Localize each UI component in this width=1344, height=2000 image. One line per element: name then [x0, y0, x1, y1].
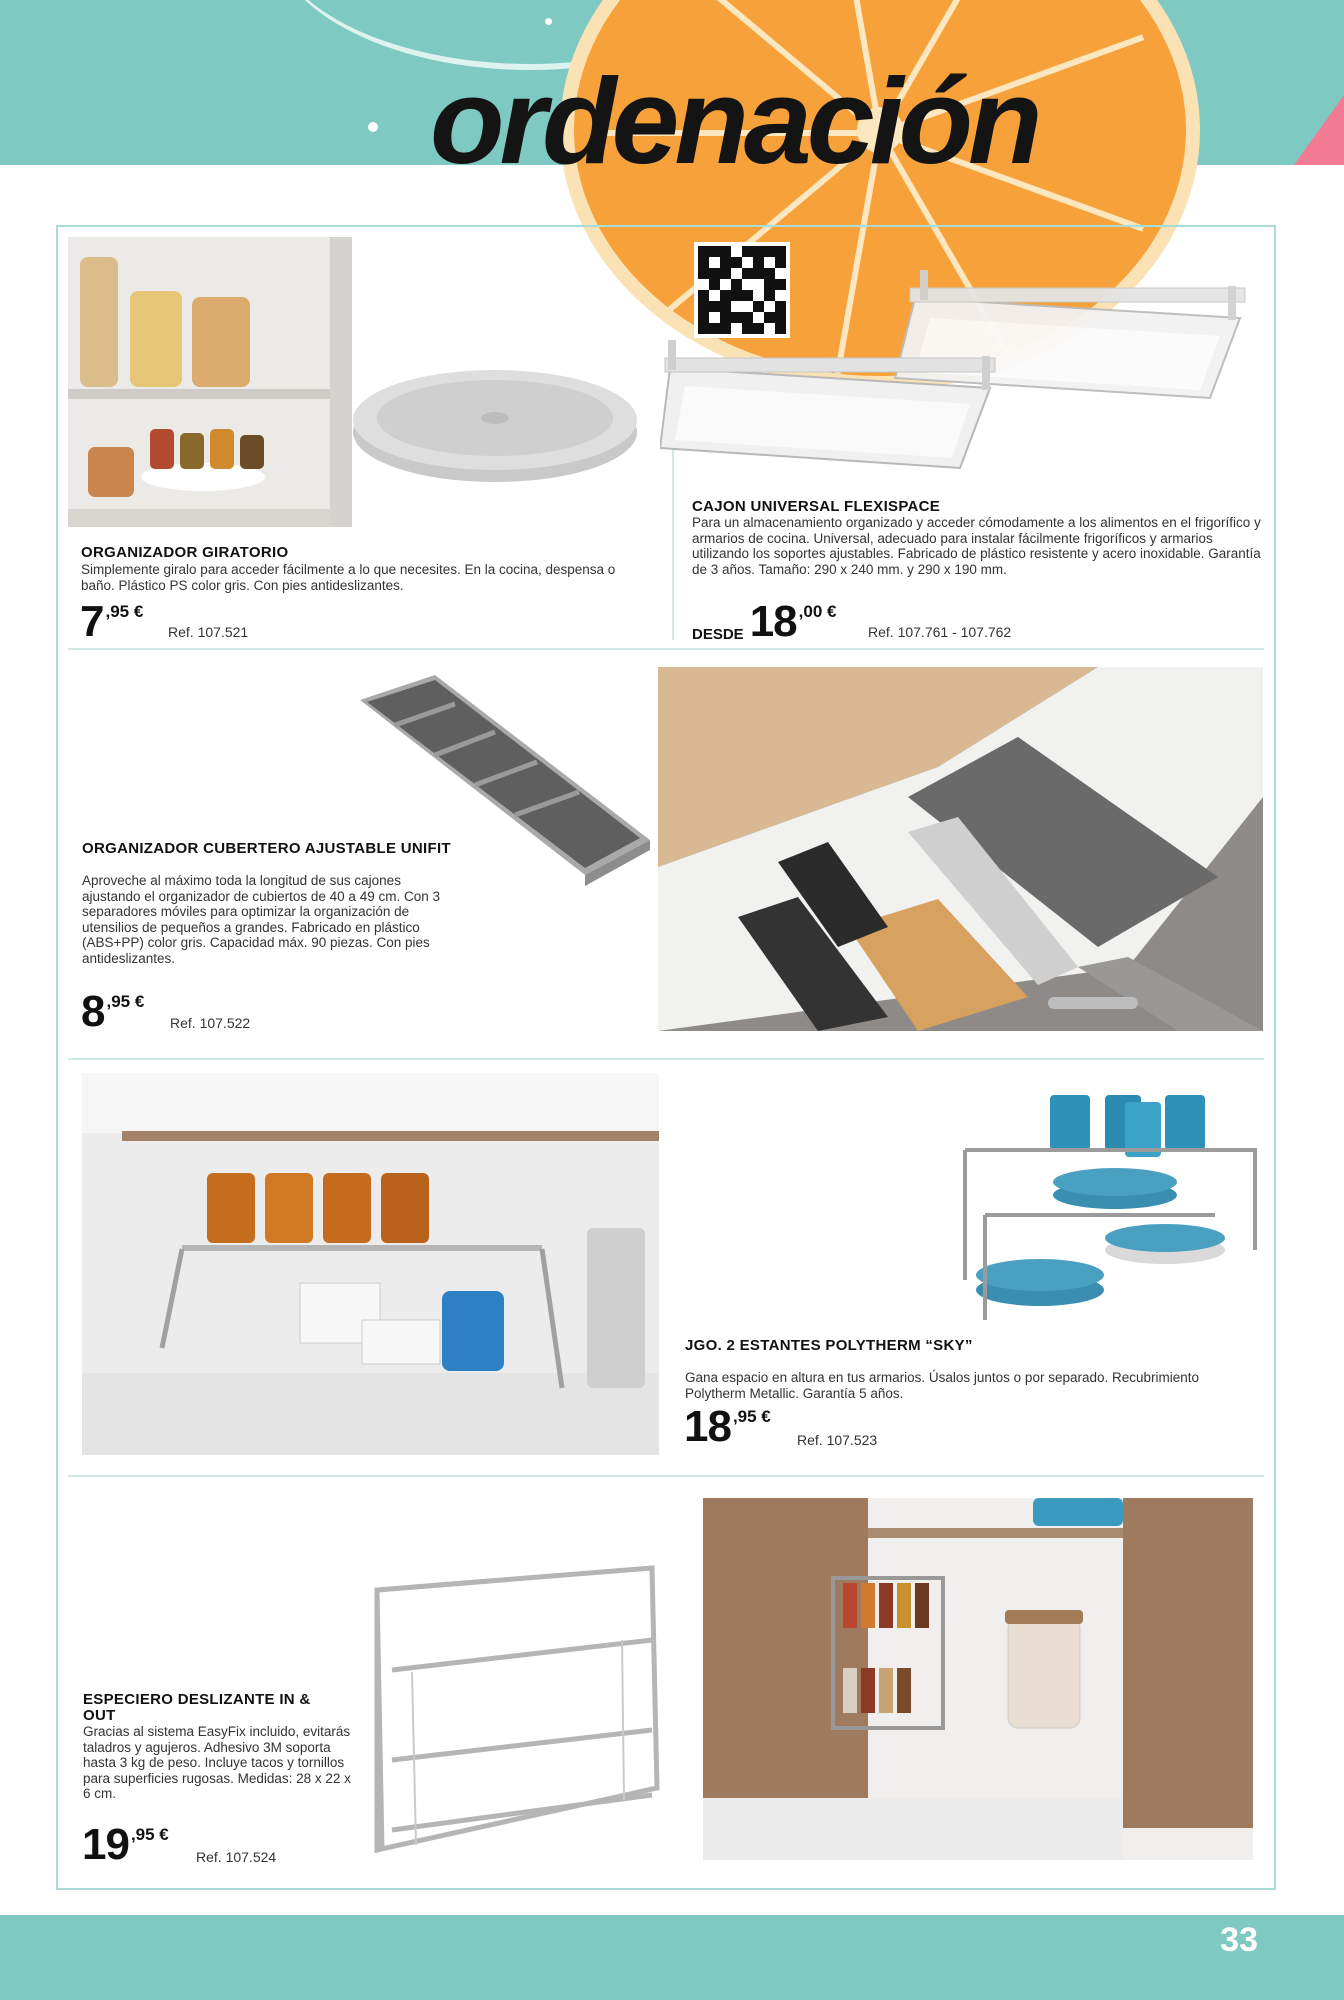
product-price [82, 1820, 169, 1869]
section-divider [68, 648, 1264, 650]
product-ref: Ref. 107.524 [196, 1849, 277, 1865]
spice-rack-image [372, 1560, 662, 1860]
product-price [692, 597, 837, 646]
price-integer: 7 [80, 597, 104, 646]
product-name: ORGANIZADOR CUBERTERO AJUSTABLE UNIFIT [82, 840, 451, 857]
polytherm-shelves-image [955, 1090, 1265, 1335]
decorative-pink-shape [1294, 95, 1344, 165]
flexispace-drawers-image [660, 258, 1260, 488]
price-integer: 18 [749, 597, 797, 646]
product-name: JGO. 2 ESTANTES POLYTHERM “SKY” [685, 1337, 973, 1354]
product-description: Aproveche al máximo toda la longitud de sus cajones ajustando el organizador de cubiertos de 40 a 49 cm. Con 3 separadores móviles para optimizar la organización de utensilios de pequeños a grandes. Fabricado en plástico (ABS+PP) color gris. Capacidad máx. 90 piezas. Con pies antideslizantes. [82, 873, 440, 966]
drawer-cutlery-photo [658, 667, 1263, 1031]
price-decimal: ,00 € [798, 602, 837, 621]
product-description: Para un almacenamiento organizado y acceder cómodamente a los alimentos en el frigorífico y armarios de cocina. Universal, adecuado para instalar fácilmente frigoríficos y armarios utilizando los soportes ajustables. Fabricado de plástico resistente y acero inoxidable. Garantía de 3 años. Tamaño: 290 x 240 mm. y 290 x 190 mm. [692, 515, 1261, 577]
page-title: ordenación [430, 53, 1038, 189]
product-description: Gracias al sistema EasyFix incluido, evitarás taladros y agujeros. Adhesivo 3M soporta hasta 3 kg de peso. Incluye tacos y tornillos para superficies rugosas. Medidas: 28 x 22 x 6 cm. [83, 1724, 351, 1801]
cabinet-photo-lazy-susan [68, 237, 352, 527]
price-decimal: ,95 € [106, 992, 145, 1011]
product-ref: Ref. 107.522 [170, 1015, 251, 1031]
product-ref: Ref. 107.523 [797, 1432, 878, 1448]
price-decimal: ,95 € [105, 602, 144, 621]
price-prefix: DESDE [692, 626, 744, 643]
price-decimal: ,95 € [130, 1825, 169, 1844]
product-ref: Ref. 107.761 - 107.762 [868, 624, 1012, 640]
decorative-dot [545, 18, 552, 25]
price-integer: 8 [81, 987, 105, 1036]
product-price [684, 1402, 771, 1451]
product-name: CAJON UNIVERSAL FLEXISPACE [692, 498, 941, 515]
decorative-dot [368, 122, 378, 132]
section-divider [68, 1058, 1264, 1060]
shelf-cupboard-photo [82, 1073, 659, 1455]
price-integer: 18 [684, 1402, 731, 1451]
page-number: 33 [1220, 1921, 1258, 1959]
spice-rack-cabinet-photo [703, 1498, 1253, 1860]
product-price [80, 597, 144, 646]
product-name: ORGANIZADOR GIRATORIO [81, 544, 289, 561]
price-integer: 19 [82, 1820, 129, 1869]
product-description: Simplemente giralo para acceder fácilmente a lo que necesites. En la cocina, despensa o baño. Plástico PS color gris. Con pies antideslizantes. [81, 562, 616, 593]
product-description: Gana espacio en altura en tus armarios. Úsalos juntos o por separado. Recubrimiento Polytherm Metallic. Garantía 5 años. [685, 1370, 1200, 1401]
price-decimal: ,95 € [732, 1407, 771, 1426]
product-name: ESPECIERO DESLIZANTE IN & OUT [83, 1691, 311, 1724]
lazy-susan-turntable-image [350, 360, 640, 490]
product-price [81, 987, 145, 1036]
footer-band [0, 1915, 1344, 2000]
section-divider [68, 1475, 1264, 1477]
product-ref: Ref. 107.521 [168, 624, 249, 640]
